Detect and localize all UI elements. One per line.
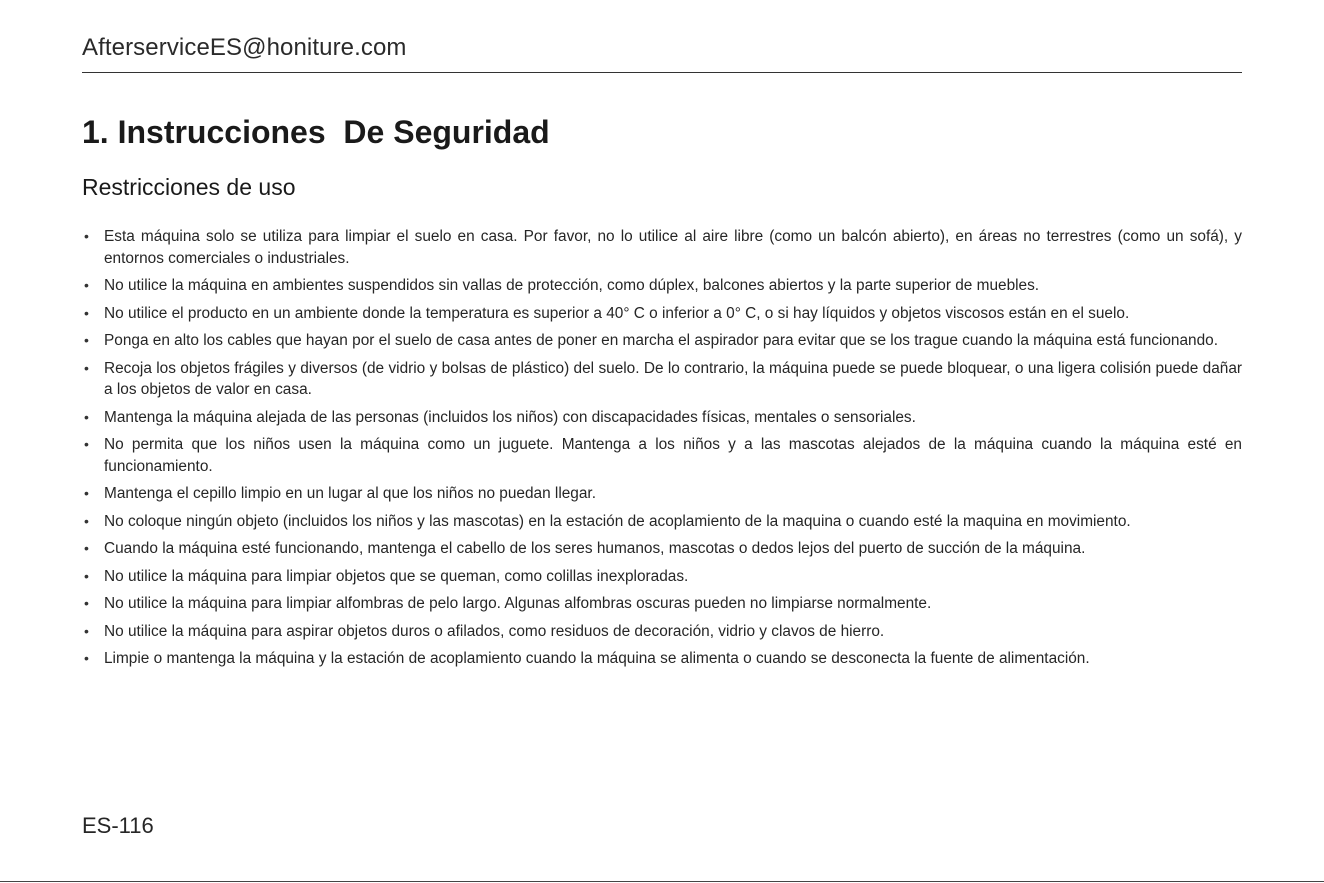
list-item [82,407,1242,429]
bullet-icon: • [84,567,89,584]
rule-text: No utilice la máquina para limpiar objetos que se queman, como colillas inexploradas. [104,567,689,585]
rule-text: No utilice el producto en un ambiente donde la temperatura es superior a 40° C o inferior a 0° C, o si hay líquidos y objetos viscosos están en el suelo. [104,304,1130,322]
bullet-icon: • [84,650,89,666]
bullet-icon: • [84,436,89,452]
bullet-icon: • [84,595,89,611]
header-email: AfterserviceES@honiture.com [82,34,407,61]
list-item [82,566,1242,588]
rule-text: Esta máquina solo se utiliza para limpiar el suelo en casa. Por favor, no lo utilice al aire libre (como un balcón abierto), en áreas no terrestres (como un sofá), y entornos comerciales o industriales. [104,228,1242,267]
bullet-icon: • [84,304,89,321]
rule-text: Recoja los objetos frágiles y diversos (de vidrio y bolsas de plástico) del suelo. De lo contrario, la máquina puede se puede bloquear, o una ligera colisión puede dañar a los objetos de valor en casa. [104,359,1242,398]
section-title: 1. Instrucciones De Seguridad [82,114,550,150]
bullet-icon: • [84,540,89,556]
rule-text: No permita que los niños usen la máquina como un juguete. Mantenga a los niños y a las mascotas alejados de la máquina cuando la máquina esté en funcionamiento. [104,436,1242,475]
bullet-icon: • [84,485,89,501]
rule-text: No utilice la máquina para aspirar objetos duros o afilados, como residuos de decoración, vidrio y clavos de hierro. [104,622,885,640]
bullet-icon: • [84,512,89,529]
list-item [82,226,1242,269]
list-item [82,538,1242,560]
list-item [82,648,1242,670]
rule-text: No utilice la máquina para limpiar alfombras de pelo largo. Algunas alfombras oscuras pueden no limpiarse normalmente. [104,595,932,612]
page-bottom-edge [0,881,1324,882]
section-subtitle: Restricciones de uso [82,174,296,200]
bullet-icon: • [84,359,89,376]
bullet-icon: • [84,622,89,639]
rule-text: Cuando la máquina esté funcionando, mantenga el cabello de los seres humanos, mascotas o dedos lejos del puerto de succión de la máquina. [104,540,1086,557]
bullet-icon: • [84,228,89,244]
list-item [82,511,1242,533]
rule-text: No coloque ningún objeto (incluidos los niños y las mascotas) en la estación de acoplamiento de la maquina o cuando esté la maquina en movimiento. [104,512,1131,530]
list-item [82,621,1242,643]
rule-text: Mantenga el cepillo limpio en un lugar al que los niños no puedan llegar. [104,485,596,502]
bullet-icon: • [84,277,89,293]
list-item [82,434,1242,477]
list-item [82,483,1242,505]
safety-rules-list [82,226,1242,676]
header-divider [82,72,1242,73]
rule-text: No utilice la máquina en ambientes suspendidos sin vallas de protección, como dúplex, balcones abiertos y la parte superior de muebles. [104,277,1040,294]
list-item [82,303,1242,325]
rule-text: Mantenga la máquina alejada de las personas (incluidos los niños) con discapacidades físicas, mentales o sensoriales. [104,408,916,426]
list-item [82,593,1242,615]
rule-text: Ponga en alto los cables que hayan por el suelo de casa antes de poner en marcha el aspirador para evitar que se los trague cuando la máquina está funcionando. [104,332,1219,349]
bullet-icon: • [84,408,89,425]
list-item [82,330,1242,352]
list-item [82,275,1242,297]
list-item [82,358,1242,401]
page-number: ES-116 [82,813,154,838]
rule-text: Limpie o mantenga la máquina y la estación de acoplamiento cuando la máquina se alimenta o cuando se desconecta la fuente de alimentación. [104,650,1090,667]
bullet-icon: • [84,332,89,348]
